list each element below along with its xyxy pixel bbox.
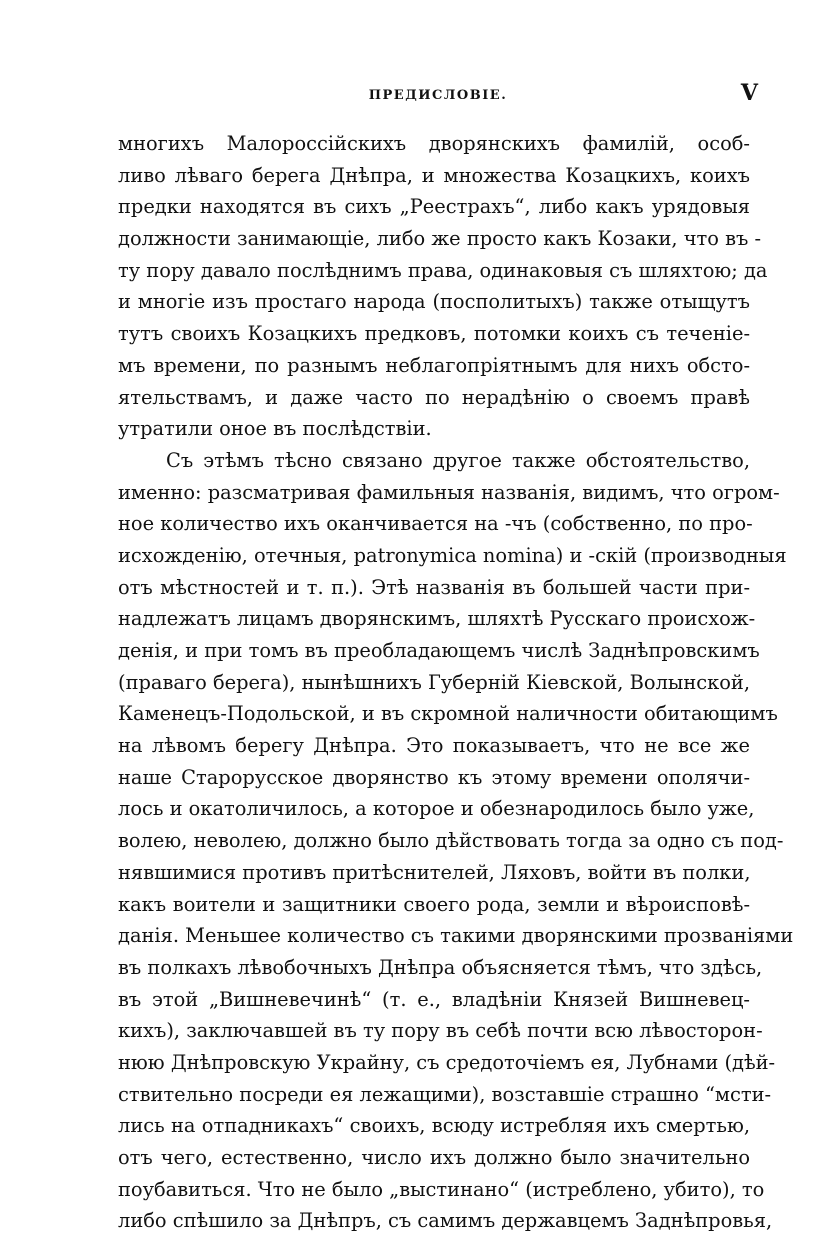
- text-line: на лѣвомъ берегу Днѣпра. Это показываетъ, что не все же: [118, 734, 750, 758]
- text-line: отъ чего, естественно, число ихъ должно было значительно: [118, 1146, 750, 1169]
- text-line: исхожденію, отечныя, patronymica nomina) и -скій (производныя: [118, 543, 787, 567]
- text-line: либо спѣшило за Днѣпръ, съ самимъ державцемъ Заднѣпровья,: [118, 1209, 773, 1233]
- text-line: надлежатъ лицамъ дворянскимъ, шляхтѣ Русскаго происхож-: [118, 607, 756, 631]
- text-line: ствительно посреди ея лежащими), возставшіе страшно “мсти-: [118, 1082, 772, 1106]
- text-line: отъ мѣстностей и т. п.). Этѣ названія въ большей части при-: [118, 575, 750, 599]
- text-line: должности занимающіе, либо же просто какъ Козаки, что въ -: [118, 227, 762, 251]
- text-line: и многіе изъ простаго народа (посполитыхъ) также отыщутъ: [118, 290, 750, 314]
- text-line: денія, и при томъ въ преобладающемъ числѣ Заднѣпровскимъ: [118, 639, 760, 662]
- text-line: наше Старорусское дворянство къ этому времени ополячи-: [118, 765, 750, 789]
- text-line: тутъ своихъ Козацкихъ предковъ, потомки коихъ съ теченіе-: [118, 322, 750, 346]
- text-line: кихъ), заключавшей въ ту пору въ себѣ почти всю лѣвосторон-: [118, 1019, 763, 1043]
- text-line: многихъ Малороссійскихъ дворянскихъ фамилій, особ-: [118, 132, 750, 155]
- text-line: волею, неволею, должно было дѣйствовать тогда за одно съ под-: [118, 829, 784, 853]
- text-line: въ полкахъ лѣвобочныхъ Днѣпра объясняется тѣмъ, что здѣсь,: [118, 955, 763, 979]
- paragraph-first-line: Съ этѣмъ тѣсно связано другое также обстоятельство,: [166, 448, 750, 472]
- text-line: ное количество ихъ оканчивается на -чъ (собственно, по про-: [118, 512, 753, 536]
- text-line: лось и окатоличилось, а которое и обезнародилось было уже,: [118, 797, 755, 821]
- running-title: ПРЕДИСЛОВІЕ.: [368, 88, 508, 103]
- running-head: [118, 80, 758, 110]
- text-line: нявшимися противъ притѣснителей, Ляховъ, войти въ полки,: [118, 860, 751, 884]
- text-line: именно: разсматривая фамильныя названія, видимъ, что огром-: [118, 480, 780, 504]
- text-line: предки находятся въ сихъ „Реестрахъ“, либо какъ урядовыя: [118, 195, 750, 219]
- text-line: ятельствамъ, и даже часто по нерадѣнію о своемъ правѣ: [118, 385, 750, 409]
- text-line: лись на отпадникахъ“ своихъ, всюду истребляя ихъ смертью,: [118, 1114, 750, 1138]
- text-line: ливо лѣваго берега Днѣпра, и множества Козацкихъ, коихъ: [118, 163, 750, 187]
- text-line: въ этой „Вишневечинѣ“ (т. е., владѣніи Князей Вишневец-: [118, 987, 750, 1011]
- page-number: V: [740, 80, 758, 106]
- text-line: (праваго берега), нынѣшнихъ Губерній Кіевской, Волынской,: [118, 670, 750, 694]
- text-line: мъ времени, по разнымъ неблагопріятнымъ для нихъ обсто-: [118, 353, 750, 377]
- text-line: Каменецъ-Подольской, и въ скромной наличности обитающимъ: [118, 702, 778, 726]
- text-line: данія. Меньшее количество съ такими дворянскими прозваніями: [118, 924, 794, 948]
- paragraph-end-line: утратили оное въ послѣдствіи.: [118, 417, 432, 441]
- text-line: поубавиться. Что не было „выстинано“ (истреблено, убито), то: [118, 1177, 765, 1201]
- text-line: ту пору давало послѣднимъ права, одинаковыя съ шляхтою; да: [118, 258, 768, 282]
- text-body: [118, 128, 794, 1237]
- text-line: какъ воители и защитники своего рода, земли и вѣроисповѣ-: [118, 892, 750, 916]
- text-line: нюю Днѣпровскую Украйну, съ средоточіемъ ея, Лубнами (дѣй-: [118, 1050, 776, 1074]
